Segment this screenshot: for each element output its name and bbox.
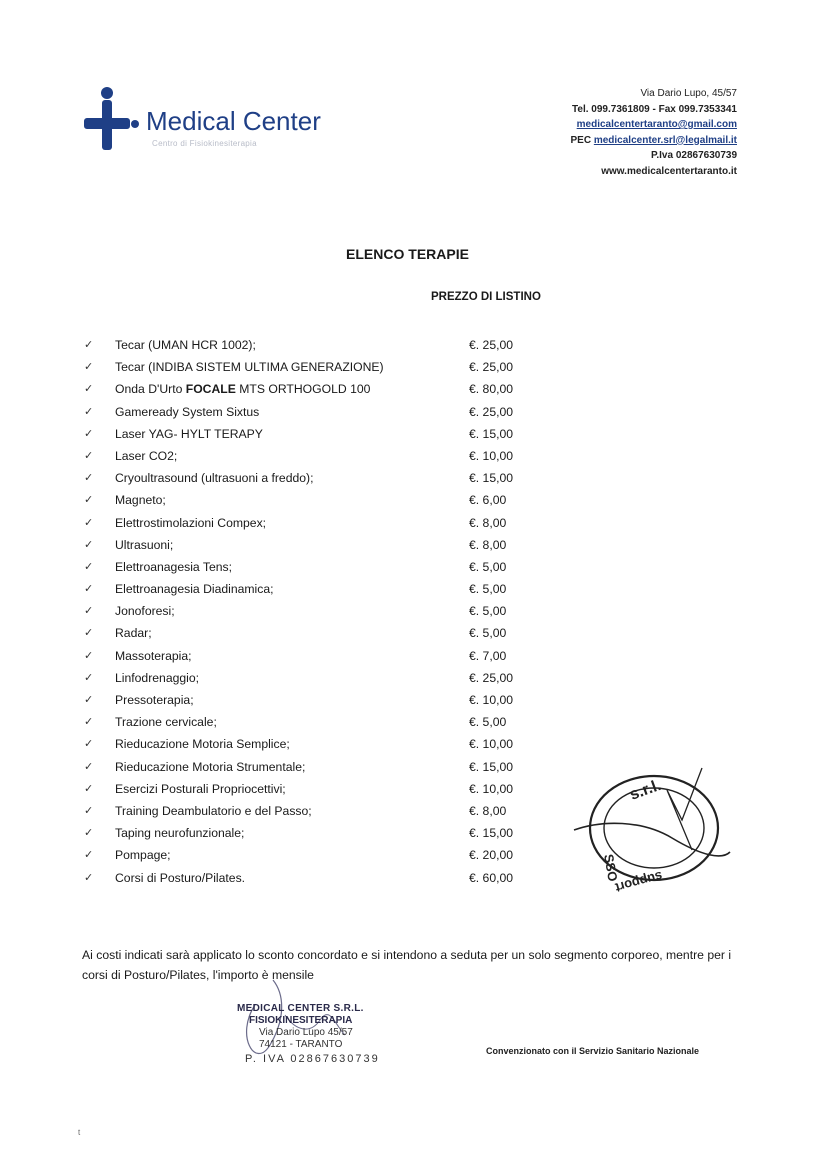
therapy-row <box>84 558 544 580</box>
therapy-price: €. 10,00 <box>469 737 514 752</box>
address: Via Dario Lupo, 45/57 <box>640 88 737 99</box>
pec-label: PEC <box>570 134 592 146</box>
therapy-name: Esercizi Posturali Propriocettivi; <box>115 781 286 796</box>
therapy-name: Tecar (INDIBA SISTEM ULTIMA GENERAZIONE) <box>115 360 384 375</box>
therapy-name: Massoterapia; <box>115 648 192 663</box>
company-stamp <box>237 1003 427 1075</box>
therapy-price: €. 10,00 <box>469 781 514 796</box>
therapy-name: Cryoultrasound (ultrasuoni a freddo); <box>115 471 314 486</box>
therapy-name: Elettroanagesia Diadinamica; <box>115 582 274 597</box>
therapy-name: Taping neurofunzionale; <box>115 826 245 841</box>
website: www.medicalcentertaranto.it <box>601 165 737 177</box>
therapy-row <box>84 469 544 491</box>
therapy-price: €. 5,00 <box>469 582 507 597</box>
therapy-name: Jonoforesi; <box>115 604 175 619</box>
therapy-list <box>84 336 544 891</box>
check-icon: ✓ <box>84 804 94 817</box>
therapy-row <box>84 602 544 624</box>
therapy-row <box>84 758 544 780</box>
therapy-name: Rieducazione Motoria Semplice; <box>115 737 290 752</box>
therapy-row <box>84 536 544 558</box>
therapy-name: Radar; <box>115 626 152 641</box>
therapy-price: €. 10,00 <box>469 448 514 463</box>
therapy-name: Laser CO2; <box>115 448 178 463</box>
therapy-price: €. 25,00 <box>469 404 514 419</box>
check-icon: ✓ <box>84 694 94 706</box>
stamp-line-company: MEDICAL CENTER S.R.L. <box>237 1003 364 1014</box>
therapy-row <box>84 846 544 868</box>
contact-block <box>571 86 738 179</box>
logo-name: Medical Center <box>146 106 321 136</box>
check-icon: ✓ <box>84 427 94 440</box>
check-icon: ✓ <box>84 449 94 462</box>
seal-text-srl: s.r.l. <box>627 776 664 804</box>
logo-tagline: Centro di Fisiokinesiterapia <box>152 139 257 148</box>
therapy-price: €. 60,00 <box>469 870 514 885</box>
check-icon: ✓ <box>84 782 94 795</box>
therapy-row <box>84 869 544 891</box>
therapy-row <box>84 802 544 824</box>
check-icon: ✓ <box>84 871 94 884</box>
therapy-row <box>84 380 544 402</box>
therapy-row <box>84 691 544 713</box>
company-logo <box>82 86 362 156</box>
check-icon: ✓ <box>84 649 94 662</box>
check-icon: ✓ <box>84 760 94 773</box>
price-column-header: PREZZO DI LISTINO <box>431 291 541 303</box>
pec-line <box>571 133 738 149</box>
therapy-row <box>84 580 544 602</box>
therapy-price: €. 10,00 <box>469 693 514 707</box>
phone-fax: Tel. 099.7361809 - Fax 099.7353341 <box>572 103 737 115</box>
company-seal <box>572 760 732 895</box>
therapy-price: €. 5,00 <box>469 715 507 730</box>
seal-text-support: support <box>613 868 665 895</box>
check-icon: ✓ <box>84 627 94 640</box>
therapy-price: €. 80,00 <box>469 382 514 397</box>
stamp-line-vat: P. IVA 02867630739 <box>245 1053 380 1065</box>
document-title: ELENCO TERAPIE <box>346 246 469 262</box>
logo-bullet-icon <box>131 120 139 128</box>
therapy-row <box>84 735 544 757</box>
check-icon: ✓ <box>84 671 94 684</box>
check-icon: ✓ <box>84 538 94 551</box>
seal-text-sso: SSO <box>601 852 621 883</box>
therapy-name: Pompage; <box>115 848 171 863</box>
therapy-name: Elettroanagesia Tens; <box>115 559 232 574</box>
check-icon: ✓ <box>84 405 94 418</box>
therapy-price: €. 6,00 <box>469 493 507 508</box>
therapy-row <box>84 647 544 669</box>
therapy-name: Tecar (UMAN HCR 1002); <box>115 338 256 352</box>
stamp-line-dept: FISIOKINESITERAPIA <box>249 1015 353 1026</box>
therapy-row <box>84 824 544 846</box>
therapy-name: Gameready System Sixtus <box>115 404 260 419</box>
therapy-row <box>84 669 544 691</box>
logo-cross-horizontal <box>84 118 130 129</box>
check-icon: ✓ <box>84 383 94 396</box>
check-icon: ✓ <box>84 738 94 751</box>
therapy-row <box>84 713 544 735</box>
check-icon: ✓ <box>84 605 94 618</box>
check-icon: ✓ <box>84 827 94 840</box>
therapy-price: €. 15,00 <box>469 426 514 441</box>
therapy-row <box>84 624 544 646</box>
stamp-line-city: 74121 - TARANTO <box>259 1039 343 1050</box>
therapy-price: €. 5,00 <box>469 604 507 619</box>
therapy-row <box>84 514 544 536</box>
therapy-name: Linfodrenaggio; <box>115 670 200 685</box>
check-icon: ✓ <box>84 516 94 529</box>
therapy-price: €. 25,00 <box>469 670 514 685</box>
therapy-row <box>84 447 544 469</box>
therapy-row <box>84 491 544 513</box>
check-icon: ✓ <box>84 560 94 573</box>
therapy-price: €. 15,00 <box>469 759 514 774</box>
therapy-row <box>84 425 544 447</box>
check-icon: ✓ <box>84 472 94 485</box>
therapy-name: Onda D'Urto FOCALE MTS ORTHOGOLD 100 <box>115 382 371 397</box>
therapy-name: Ultrasuoni; <box>115 537 174 552</box>
therapy-price: €. 25,00 <box>469 338 514 352</box>
therapy-price: €. 8,00 <box>469 803 507 818</box>
check-icon: ✓ <box>84 361 94 374</box>
pricing-note: Ai costi indicati sarà applicato lo sconto concordato e si intendono a seduta per un solo segmento corporeo, mentre per i corsi di Posturo/Pilates, l'importo è mensile <box>82 948 732 982</box>
therapy-name: Corsi di Posturo/Pilates. <box>115 870 246 885</box>
check-icon: ✓ <box>84 494 94 507</box>
logo-cross-icon <box>101 87 113 99</box>
therapy-name: Magneto; <box>115 493 166 508</box>
therapy-row <box>84 358 544 380</box>
therapy-price: €. 15,00 <box>469 826 514 841</box>
therapy-name: Rieducazione Motoria Strumentale; <box>115 759 306 774</box>
therapy-price: €. 8,00 <box>469 515 507 530</box>
therapy-row <box>84 336 544 358</box>
therapy-name: Training Deambulatorio e del Passo; <box>115 803 312 818</box>
check-icon: ✓ <box>84 849 94 862</box>
piva: P.Iva 02867630739 <box>650 150 737 161</box>
page-mark: t <box>78 1128 81 1137</box>
therapy-name: Pressoterapia; <box>115 693 194 707</box>
therapy-name: Laser YAG- HYLT TERAPY <box>115 426 263 441</box>
therapy-price: €. 20,00 <box>469 848 514 863</box>
stamp-line-address: Via Dario Lupo 45/57 <box>259 1027 353 1038</box>
therapy-price: €. 15,00 <box>469 471 514 486</box>
email-link[interactable]: medicalcentertaranto@gmail.com <box>576 119 737 130</box>
therapy-price: €. 5,00 <box>469 626 507 641</box>
therapy-price: €. 7,00 <box>469 648 507 663</box>
therapy-price: €. 5,00 <box>469 559 507 574</box>
check-icon: ✓ <box>84 716 94 729</box>
therapy-name: Trazione cervicale; <box>115 715 217 730</box>
therapy-row <box>84 403 544 425</box>
therapy-price: €. 25,00 <box>469 360 514 375</box>
therapy-row <box>84 780 544 802</box>
pec-link[interactable]: medicalcenter.srl@legalmail.it <box>593 134 737 146</box>
check-icon: ✓ <box>84 583 94 596</box>
therapy-price: €. 8,00 <box>469 537 507 552</box>
ssn-notice: Convenzionato con il Servizio Sanitario Nazionale <box>486 1046 700 1056</box>
check-icon: ✓ <box>84 339 94 351</box>
therapy-name: Elettrostimolazioni Compex; <box>115 515 267 530</box>
